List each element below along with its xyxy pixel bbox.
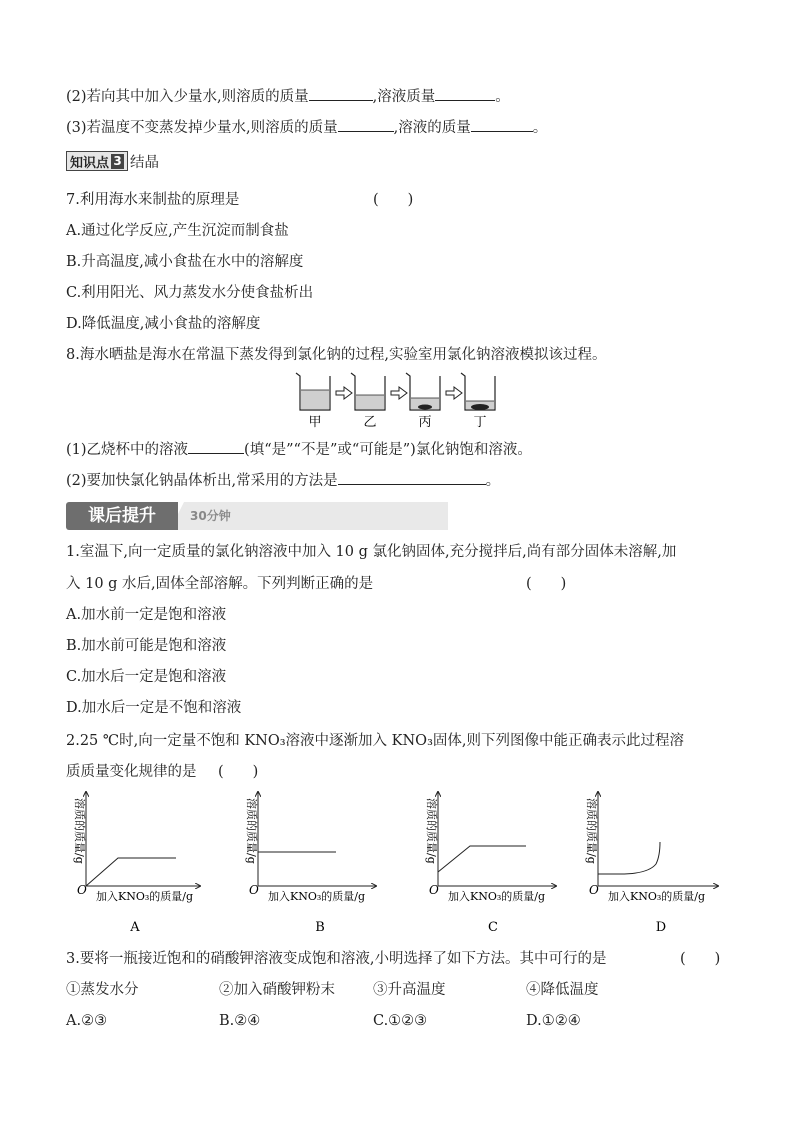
answer-blank[interactable] — [471, 117, 533, 132]
graph-origin: O — [249, 883, 259, 897]
graph-origin: O — [589, 883, 599, 897]
knowledge-point-badge — [66, 151, 128, 171]
q6-sub2-text: 。 — [495, 89, 510, 105]
graph-y-label: 溶质的质量/g — [245, 798, 258, 864]
graph-x-label: 加入KNO₃的质量/g — [608, 890, 706, 903]
q6-sub3-text: 。 — [532, 120, 548, 136]
q7-option-c[interactable]: C.利用阳光、风力蒸发水分使食盐析出 — [66, 285, 314, 301]
p3-method: ③升高温度 — [373, 982, 446, 998]
q7-stem-text: 7.利用海水来制盐的原理是 — [66, 192, 240, 208]
answer-blank[interactable] — [188, 439, 244, 454]
beaker-jia — [296, 373, 330, 410]
q6-sub2-text: ,溶液质量 — [372, 89, 436, 105]
q8-stem: 8.海水晒盐是海水在常温下蒸发得到氯化钠的过程,实验室用氯化钠溶液模拟该过程。 — [66, 347, 607, 363]
p3-option-a[interactable]: A.②③ — [66, 1013, 108, 1029]
beaker-label: 乙 — [363, 415, 377, 430]
p3-option-b[interactable]: B.②④ — [219, 1013, 261, 1029]
q7-option-d[interactable]: D.降低温度,减小食盐的溶解度 — [66, 316, 261, 332]
p1-paren[interactable]: ( ) — [526, 576, 567, 592]
graph-letter: D — [655, 920, 667, 935]
q8-sub2-text: (2)要加快氯化钠晶体析出,常采用的方法是 — [66, 473, 338, 489]
graph-y-label: 溶质的质量/g — [585, 798, 598, 864]
graph-x-label: 加入KNO₃的质量/g — [268, 890, 366, 903]
beaker-label: 甲 — [308, 415, 322, 430]
p3-method: ①蒸发水分 — [66, 982, 139, 998]
graph-d[interactable] — [585, 792, 718, 935]
graph-letter: B — [315, 920, 325, 935]
p1-option-c[interactable]: C.加水后一定是饱和溶液 — [66, 669, 227, 685]
q7-option-b[interactable]: B.升高温度,减小食盐在水中的溶解度 — [66, 254, 304, 270]
q7-stem — [66, 190, 239, 210]
q7-option-a[interactable]: A.通过化学反应,产生沉淀而制食盐 — [66, 223, 289, 239]
beaker-yi — [351, 373, 385, 410]
p1-option-b[interactable]: B.加水前可能是饱和溶液 — [66, 638, 227, 654]
arrow-icon — [336, 387, 352, 399]
q8-sub1 — [66, 439, 532, 460]
q6-sub3 — [66, 117, 547, 138]
beaker-label: 丁 — [473, 415, 487, 430]
p3-options — [66, 1011, 726, 1031]
q8-sub1-text: (1)乙烧杯中的溶液 — [66, 442, 189, 458]
graph-b[interactable] — [245, 792, 376, 935]
arrow-icon — [391, 387, 407, 399]
graph-origin: O — [429, 883, 439, 897]
p2-paren[interactable]: ( ) — [218, 764, 259, 780]
graph-letter: C — [488, 920, 498, 935]
graph-x-label: 加入KNO₃的质量/g — [96, 890, 194, 903]
answer-blank[interactable] — [309, 86, 373, 101]
p3-method: ④降低温度 — [526, 982, 599, 998]
graph-y-label: 溶质的质量/g — [425, 798, 438, 864]
knowledge-point-title: 结晶 — [130, 154, 160, 171]
q6-sub2 — [66, 86, 510, 107]
p3-paren[interactable]: ( ) — [680, 951, 721, 967]
q6-sub2-text: (2)若向其中加入少量水,则溶质的质量 — [66, 89, 309, 105]
answer-blank[interactable] — [435, 86, 495, 101]
section-banner — [66, 502, 448, 530]
banner-title: 课后提升 — [66, 502, 178, 530]
q8-sub2-text: 。 — [485, 473, 501, 489]
p2-graphs — [60, 786, 740, 942]
graph-letter: A — [130, 920, 140, 935]
arrow-icon — [446, 387, 462, 399]
beaker-bing — [406, 373, 440, 410]
p2-stem-line2: 质质量变化规律的是 — [66, 764, 197, 780]
p1-stem-line1: 1.室温下,向一定质量的氯化钠溶液中加入 10 g 氯化钠固体,充分搅拌后,尚有部分固体未溶解,加 — [66, 544, 677, 560]
answer-blank[interactable] — [338, 470, 486, 485]
knowledge-point-header — [66, 150, 159, 172]
graph-x-label: 加入KNO₃的质量/g — [448, 890, 546, 903]
p3-stem: 3.要将一瓶接近饱和的硝酸钾溶液变成饱和溶液,小明选择了如下方法。其中可行的是 — [66, 951, 607, 967]
p3-option-d[interactable]: D.①②④ — [526, 1013, 581, 1029]
p3-methods — [66, 980, 726, 1000]
banner-time: 30分钟 — [190, 509, 231, 523]
beaker-diagram — [292, 370, 508, 432]
p1-option-a[interactable]: A.加水前一定是饱和溶液 — [66, 607, 227, 623]
knowledge-point-label: 知识点 — [70, 155, 110, 171]
graph-origin: O — [77, 883, 87, 897]
q8-sub2 — [66, 470, 500, 491]
p3-option-c[interactable]: C.①②③ — [373, 1013, 428, 1029]
p3-method: ②加入硝酸钾粉末 — [219, 982, 335, 998]
graph-c[interactable] — [425, 792, 556, 935]
q6-sub3-text: ,溶液的质量 — [393, 120, 471, 136]
knowledge-point-number: 3 — [111, 154, 124, 169]
graph-a[interactable] — [73, 792, 200, 935]
p2-stem-line1: 2.25 ℃时,向一定量不饱和 KNO₃溶液中逐渐加入 KNO₃固体,则下列图像中能正确表示此过程溶 — [66, 733, 684, 749]
q6-sub3-text: (3)若温度不变蒸发掉少量水,则溶质的质量 — [66, 120, 338, 136]
q7-paren[interactable]: ( ) — [373, 192, 414, 208]
beaker-ding — [461, 373, 495, 410]
beaker-label: 丙 — [418, 415, 432, 430]
graph-y-label: 溶质的质量/g — [73, 798, 86, 864]
answer-blank[interactable] — [338, 117, 394, 132]
p1-option-d[interactable]: D.加水后一定是不饱和溶液 — [66, 700, 242, 716]
q8-sub1-text: (填“是”“不是”或“可能是”)氯化钠饱和溶液。 — [244, 442, 532, 458]
p1-stem-line2: 入 10 g 水后,固体全部溶解。下列判断正确的是 — [66, 576, 374, 592]
